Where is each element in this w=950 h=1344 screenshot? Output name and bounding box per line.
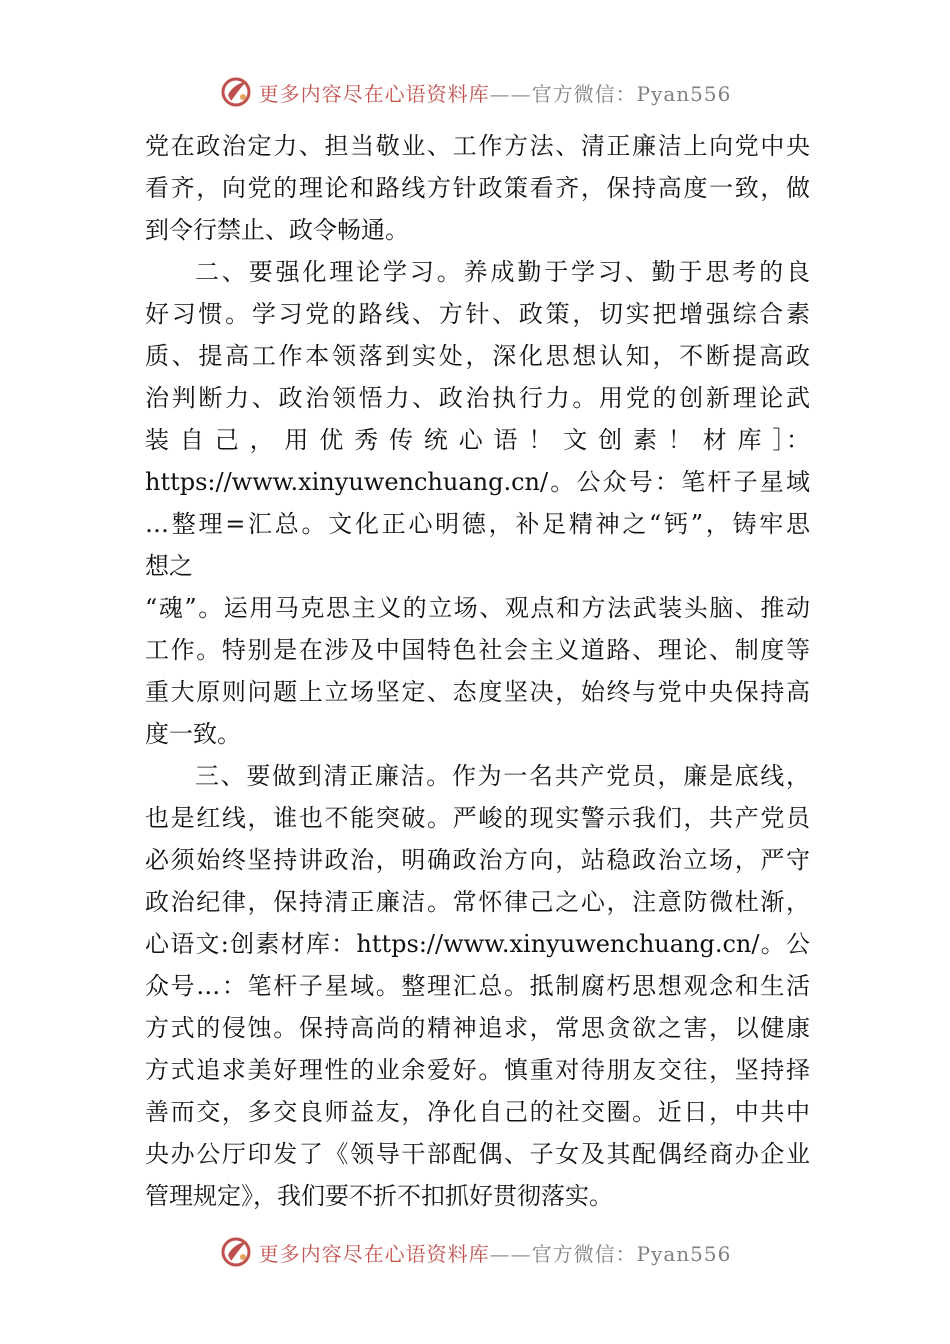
section-heading-line: 二、要强化理论学习。养成勤于学习、勤于思考的良 [195,258,810,286]
text-line: 央办公厅印发了《领导干部配偶、子女及其配偶经商办企业 [145,1140,810,1168]
text-line: 度一致。 [145,720,241,748]
text-line: 必须始终坚持讲政治，明确政治方向，站稳政治立场，严守 [145,846,810,874]
watermark-text [259,78,732,107]
text-line: 治判断力、政治领悟力、政治执行力。用党的创新理论武 [145,384,810,412]
text-line: 政治纪律，保持清正廉洁。常怀律己之心，注意防微杜渐， [145,888,810,916]
library-logo-icon [219,1235,253,1269]
text-line: …整理=汇总。文化正心明德，补足精神之“钙”，铸牢思 [145,510,810,538]
text-line: 善而交，多交良师益友，净化自己的社交圈。近日，中共中 [145,1098,810,1126]
text-line: 也是红线，谁也不能突破。严峻的现实警示我们，共产党员 [145,804,810,832]
text-line: 工作。特别是在涉及中国特色社会主义道路、理论、制度等 [145,636,810,664]
watermark-dash: —— [489,1241,532,1266]
text-line: 好习惯。学习党的路线、方针、政策，切实把增强综合素 [145,300,810,328]
text-line: 想之 [145,552,193,580]
text-line: “魂”。运用马克思主义的立场、观点和方法武装头脑、推动 [145,594,810,622]
text-line: 质、提高工作本领落到实处，深化思想认知，不断提高政 [145,342,810,370]
text-line: 方式追求美好理性的业余爱好。慎重对待朋友交往，坚持择 [145,1056,810,1084]
text-line: 装 自 己 ， 用 优 秀 传 统 心 语 ！ 文 创 素 ！ 材 库 ］： [145,426,810,454]
watermark-main: 更多内容尽在心语资料库 [258,1241,490,1266]
document-body [145,125,810,1217]
watermark-wechat: 官方微信：Pyan556 [531,81,732,106]
text-line: 重大原则问题上立场坚定、态度坚决，始终与党中央保持高 [145,678,810,706]
footer-watermark-banner [0,1232,950,1272]
watermark-dash: —— [489,81,532,106]
text-line: 看齐，向党的理论和路线方针政策看齐，保持高度一致，做 [145,174,810,202]
text-line: 到令行禁止、政令畅通。 [145,216,409,244]
header-watermark-banner [0,72,950,112]
watermark-main: 更多内容尽在心语资料库 [258,81,490,106]
text-line: 众号…：笔杆子星域。整理汇总。抵制腐朽思想观念和生活 [145,972,810,1000]
watermark-wechat: 官方微信：Pyan556 [531,1241,732,1266]
text-line: 心语文:创素材库：https://www.xinyuwenchuang.cn/。公 [145,930,810,958]
text-line: 管理规定》，我们要不折不扣抓好贯彻落实。 [145,1182,613,1210]
text-line: https://www.xinyuwenchuang.cn/。公众号：笔杆子星域 [145,468,810,496]
library-logo-icon [219,75,253,109]
text-line: 党在政治定力、担当敬业、工作方法、清正廉洁上向党中央 [145,132,810,160]
watermark-text [259,1238,732,1267]
text-line: 方式的侵蚀。保持高尚的精神追求，常思贪欲之害，以健康 [145,1014,810,1042]
section-heading-line: 三、要做到清正廉洁。作为一名共产党员，廉是底线， [195,762,810,790]
